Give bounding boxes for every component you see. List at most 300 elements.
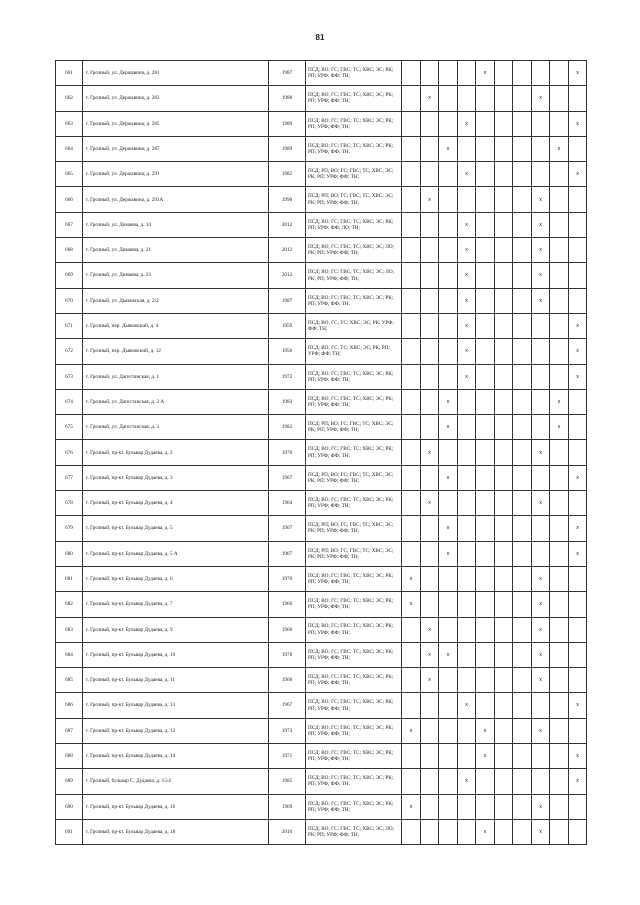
period-mark-cell	[421, 541, 439, 566]
period-mark-cell	[513, 86, 532, 111]
period-mark-cell	[458, 465, 476, 490]
engineering-systems-cell: ПСД; ВО; ГС; ГВС; ТС; ХВС; ЭС; ЛО; РК; РП; УРФ; ФФ; ТН;	[306, 263, 402, 288]
period-mark-cell	[513, 364, 532, 389]
period-mark-cell	[550, 162, 569, 187]
period-mark-cell	[532, 769, 550, 794]
period-mark-cell	[550, 642, 569, 667]
address-cell: г. Грозный, ул. Державина, д. 291А	[83, 187, 269, 212]
engineering-systems-cell: ПСД; ВО; ГС; ГВС; ТС; ХВС; ЭС; РК; РП; УРФ; ФФ; ТН;	[306, 389, 402, 414]
row-number-cell: 687	[56, 718, 83, 743]
period-mark-cell	[532, 136, 550, 161]
engineering-systems-cell: ПСД; ВО; ГС; ГВС; ТС; ХВС; ЭС; РК; РП; УРФ; ФФ; ТН;	[306, 744, 402, 769]
period-mark-cell	[421, 592, 439, 617]
engineering-systems-cell: ПСД; ВО; ГС; ГВС; ТС; ХВС; ЭС; ЛО; РК; РП; УРФ; ФФ; ТН;	[306, 238, 402, 263]
period-mark-cell	[513, 111, 532, 136]
address-cell: г. Грозный, пр-кт. Бульвар Дудаева, д. 2	[83, 440, 269, 465]
table-row	[56, 187, 587, 212]
period-mark-cell	[476, 263, 495, 288]
period-mark-cell	[513, 187, 532, 212]
period-mark-cell: x	[421, 642, 439, 667]
period-mark-cell	[421, 566, 439, 591]
period-mark-cell: x	[532, 642, 550, 667]
build-year-cell: 1989	[269, 136, 306, 161]
table-row	[56, 566, 587, 591]
period-mark-cell	[513, 61, 532, 86]
address-cell: г. Грозный, пр-кт. Бульвар Дудаева, д. 5 А	[83, 541, 269, 566]
address-cell: г. Грозный, пр-кт. Бульвар Дудаева, д. 7	[83, 592, 269, 617]
build-year-cell: 2012	[269, 238, 306, 263]
period-mark-cell	[513, 617, 532, 642]
period-mark-cell	[458, 718, 476, 743]
period-mark-cell: x	[476, 61, 495, 86]
period-mark-cell	[439, 212, 458, 237]
period-mark-cell	[421, 111, 439, 136]
period-mark-cell: x	[458, 364, 476, 389]
period-mark-cell	[439, 693, 458, 718]
period-mark-cell	[402, 693, 421, 718]
row-number-cell: 666	[56, 187, 83, 212]
period-mark-cell: x	[532, 718, 550, 743]
table-row	[56, 693, 587, 718]
address-cell: г. Грозный, пр-кт. Бульвар Дудаева, д. 4	[83, 491, 269, 516]
period-mark-cell	[476, 86, 495, 111]
period-mark-cell	[550, 339, 569, 364]
period-mark-cell	[495, 364, 513, 389]
engineering-systems-cell: ПСД; ВО; ГС; ТС; ХВС; ЭС; РК; УРФ; ФФ; ТН;	[306, 313, 402, 338]
period-mark-cell: x	[439, 516, 458, 541]
period-mark-cell: x	[569, 541, 587, 566]
build-year-cell: 1967	[269, 465, 306, 490]
address-cell: г. Грозный, пр-кт. Бульвар Дудаева, д. 13	[83, 693, 269, 718]
period-mark-cell: x	[550, 415, 569, 440]
period-mark-cell	[458, 187, 476, 212]
period-mark-cell	[495, 339, 513, 364]
period-mark-cell	[439, 769, 458, 794]
table-row	[56, 794, 587, 819]
engineering-systems-cell: ПСД; ВО; ГС; ГВС; ТС; ХВС; ЭС; РК; РП; УРФ; ФФ; ТН;	[306, 668, 402, 693]
period-mark-cell	[402, 617, 421, 642]
engineering-systems-cell: ПСД; ВО; ГС; ГВС; ТС; ХВС; ЭС; РК; РП; УРФ; ФФ; ТН;	[306, 491, 402, 516]
period-mark-cell	[513, 744, 532, 769]
period-mark-cell	[495, 288, 513, 313]
row-number-cell: 675	[56, 415, 83, 440]
period-mark-cell: x	[421, 668, 439, 693]
build-year-cell: 1985	[269, 769, 306, 794]
period-mark-cell	[439, 238, 458, 263]
period-mark-cell	[439, 440, 458, 465]
period-mark-cell	[532, 541, 550, 566]
period-mark-cell	[458, 642, 476, 667]
period-mark-cell	[421, 238, 439, 263]
period-mark-cell	[532, 313, 550, 338]
period-mark-cell: x	[532, 794, 550, 819]
period-mark-cell	[439, 339, 458, 364]
period-mark-cell	[476, 516, 495, 541]
period-mark-cell	[532, 339, 550, 364]
table-row	[56, 516, 587, 541]
engineering-systems-cell: ПСД; ВО; ГС; ГВС; ТС; ХВС; ЭС; РК; РП; УРФ; ФФ; ТН;	[306, 61, 402, 86]
period-mark-cell	[513, 592, 532, 617]
period-mark-cell	[402, 339, 421, 364]
period-mark-cell	[476, 693, 495, 718]
period-mark-cell	[476, 668, 495, 693]
period-mark-cell	[476, 136, 495, 161]
period-mark-cell	[476, 566, 495, 591]
period-mark-cell	[421, 263, 439, 288]
period-mark-cell	[532, 111, 550, 136]
period-mark-cell	[513, 440, 532, 465]
engineering-systems-cell: ПСД; ВО; ГС; ГВС; ТС; ХВС; ЭС; РК; РП; УРФ; ФФ; ТН;	[306, 693, 402, 718]
period-mark-cell	[402, 263, 421, 288]
build-year-cell: 1983	[269, 389, 306, 414]
period-mark-cell	[421, 516, 439, 541]
table-row	[56, 642, 587, 667]
period-mark-cell	[495, 668, 513, 693]
period-mark-cell: x	[458, 212, 476, 237]
period-mark-cell	[550, 693, 569, 718]
period-mark-cell	[421, 693, 439, 718]
period-mark-cell	[495, 617, 513, 642]
period-mark-cell	[513, 339, 532, 364]
address-cell: г. Грозный, пр-кт. Бульвар Дудаева, д. 18	[83, 819, 269, 844]
engineering-systems-cell: ПСД; РП; ВО; ГС; ГВС; ТС; ХВС; ЭС; РК; РП; УРФ; ФФ; ТН;	[306, 187, 402, 212]
period-mark-cell	[458, 136, 476, 161]
row-number-cell: 682	[56, 592, 83, 617]
period-mark-cell	[569, 491, 587, 516]
period-mark-cell	[439, 313, 458, 338]
period-mark-cell	[476, 339, 495, 364]
period-mark-cell	[495, 642, 513, 667]
period-mark-cell	[495, 566, 513, 591]
period-mark-cell	[439, 819, 458, 844]
period-mark-cell	[495, 263, 513, 288]
period-mark-cell	[532, 389, 550, 414]
table-row	[56, 744, 587, 769]
period-mark-cell	[439, 592, 458, 617]
row-number-cell: 680	[56, 541, 83, 566]
period-mark-cell	[402, 238, 421, 263]
period-mark-cell: x	[532, 566, 550, 591]
period-mark-cell: x	[402, 718, 421, 743]
period-mark-cell	[569, 668, 587, 693]
row-number-cell: 669	[56, 263, 83, 288]
period-mark-cell: x	[476, 819, 495, 844]
period-mark-cell	[532, 744, 550, 769]
period-mark-cell	[476, 617, 495, 642]
period-mark-cell	[495, 769, 513, 794]
period-mark-cell	[569, 187, 587, 212]
engineering-systems-cell: ПСД; ВО; ГС; ГВС; ТС; ХВС; ЭС; РК; РП; УРФ; ФФ; ТН;	[306, 86, 402, 111]
period-mark-cell	[532, 61, 550, 86]
period-mark-cell	[402, 744, 421, 769]
period-mark-cell	[476, 364, 495, 389]
period-mark-cell	[421, 794, 439, 819]
period-mark-cell: x	[458, 313, 476, 338]
build-year-cell: 1967	[269, 693, 306, 718]
period-mark-cell	[495, 415, 513, 440]
build-year-cell: 1969	[269, 794, 306, 819]
period-mark-cell: x	[458, 238, 476, 263]
period-mark-cell	[495, 162, 513, 187]
table-row	[56, 61, 587, 86]
build-year-cell: 1966	[269, 668, 306, 693]
period-mark-cell	[421, 744, 439, 769]
period-mark-cell	[569, 238, 587, 263]
build-year-cell: 2010	[269, 819, 306, 844]
period-mark-cell	[550, 238, 569, 263]
period-mark-cell	[513, 136, 532, 161]
row-number-cell: 688	[56, 744, 83, 769]
period-mark-cell	[495, 516, 513, 541]
period-mark-cell	[421, 718, 439, 743]
period-mark-cell	[532, 364, 550, 389]
period-mark-cell	[550, 111, 569, 136]
period-mark-cell	[495, 111, 513, 136]
period-mark-cell	[513, 668, 532, 693]
period-mark-cell	[402, 516, 421, 541]
engineering-systems-cell: ПСД; ВО; ГС; ГВС; ТС; ХВС; ЭС; ЛО; РК; РП; УРФ; ФФ; ТН;	[306, 819, 402, 844]
period-mark-cell: x	[421, 491, 439, 516]
period-mark-cell: x	[550, 136, 569, 161]
table-row	[56, 491, 587, 516]
period-mark-cell	[569, 794, 587, 819]
build-year-cell: 1971	[269, 744, 306, 769]
period-mark-cell	[421, 465, 439, 490]
period-mark-cell: x	[458, 162, 476, 187]
period-mark-cell	[421, 364, 439, 389]
period-mark-cell	[495, 136, 513, 161]
period-mark-cell	[402, 187, 421, 212]
build-year-cell: 1987	[269, 61, 306, 86]
period-mark-cell	[513, 819, 532, 844]
period-mark-cell	[402, 541, 421, 566]
row-number-cell: 679	[56, 516, 83, 541]
period-mark-cell	[421, 819, 439, 844]
engineering-systems-cell: ПСД; ВО; ГС; ГВС; ТС; ХВС; ЭС; РК; РП; УРФ; ФФ; ТН;	[306, 592, 402, 617]
period-mark-cell: x	[421, 440, 439, 465]
period-mark-cell	[532, 162, 550, 187]
build-year-cell: 2012	[269, 212, 306, 237]
period-mark-cell	[569, 415, 587, 440]
build-year-cell: 1966	[269, 617, 306, 642]
address-cell: г. Грозный, ул. Державина, д. 283	[83, 86, 269, 111]
period-mark-cell	[513, 491, 532, 516]
period-mark-cell	[569, 592, 587, 617]
period-mark-cell	[439, 61, 458, 86]
period-mark-cell	[402, 111, 421, 136]
row-number-cell: 671	[56, 313, 83, 338]
table-row	[56, 415, 587, 440]
period-mark-cell: x	[476, 718, 495, 743]
address-cell: г. Грозный, бульвар С. Дудаева, д. 15/4	[83, 769, 269, 794]
table-row	[56, 389, 587, 414]
period-mark-cell	[458, 794, 476, 819]
engineering-systems-cell: ПСД; ВО; ГС; ГВС; ТС; ХВС; ЭС; РК; РП; УРФ; ФФ; ТН;	[306, 566, 402, 591]
period-mark-cell: x	[532, 592, 550, 617]
period-mark-cell	[513, 288, 532, 313]
period-mark-cell: x	[402, 566, 421, 591]
build-year-cell: 1956	[269, 339, 306, 364]
address-cell: г. Грозный, ул. Дьяковская, д. 2/2	[83, 288, 269, 313]
period-mark-cell: x	[569, 465, 587, 490]
build-year-cell: 1988	[269, 86, 306, 111]
address-cell: г. Грозный, ул. Дагестанская, д. 3	[83, 415, 269, 440]
build-year-cell: 1959	[269, 313, 306, 338]
build-year-cell: 1982	[269, 162, 306, 187]
period-mark-cell	[402, 288, 421, 313]
period-mark-cell	[495, 794, 513, 819]
period-mark-cell	[495, 718, 513, 743]
period-mark-cell	[439, 187, 458, 212]
row-number-cell: 667	[56, 212, 83, 237]
build-year-cell: 1972	[269, 364, 306, 389]
period-mark-cell: x	[569, 769, 587, 794]
period-mark-cell: x	[439, 642, 458, 667]
period-mark-cell	[439, 288, 458, 313]
period-mark-cell	[439, 566, 458, 591]
engineering-systems-cell: ПСД; РП; ВО; ГС; ГВС; ТС; ХВС; ЭС; РК; РП; УРФ; ФФ; ТН;	[306, 465, 402, 490]
engineering-systems-cell: ПСД; ВО; ГС; ГВС; ТС; ХВС; ЭС; РК; РП; УРФ; ФФ; ТН;	[306, 642, 402, 667]
engineering-systems-cell: ПСД; ВО; ГС; ТС; ХВС; ЭС; РК; РП; УРФ; ФФ; ТН;	[306, 339, 402, 364]
period-mark-cell	[550, 668, 569, 693]
address-cell: г. Грозный, пр-кт. Бульвар Дудаева, д. 11	[83, 668, 269, 693]
period-mark-cell	[495, 819, 513, 844]
period-mark-cell	[458, 389, 476, 414]
address-cell: г. Грозный, пр-кт. Бульвар Дудаева, д. 9	[83, 617, 269, 642]
row-number-cell: 673	[56, 364, 83, 389]
engineering-systems-cell: ПСД; ВО; ГС; ГВС; ТС; ХВС; ЭС; РК; РП; УРФ; ФФ; ТН;	[306, 364, 402, 389]
table-row	[56, 238, 587, 263]
period-mark-cell	[569, 440, 587, 465]
period-mark-cell	[458, 61, 476, 86]
period-mark-cell	[569, 617, 587, 642]
period-mark-cell	[550, 541, 569, 566]
row-number-cell: 663	[56, 111, 83, 136]
period-mark-cell	[402, 819, 421, 844]
period-mark-cell	[439, 718, 458, 743]
period-mark-cell: x	[532, 617, 550, 642]
period-mark-cell	[495, 61, 513, 86]
period-mark-cell	[476, 212, 495, 237]
period-mark-cell: x	[532, 187, 550, 212]
period-mark-cell	[532, 516, 550, 541]
period-mark-cell	[532, 465, 550, 490]
table-row	[56, 162, 587, 187]
period-mark-cell	[550, 440, 569, 465]
period-mark-cell	[421, 769, 439, 794]
row-number-cell: 670	[56, 288, 83, 313]
build-year-cell: 2012	[269, 263, 306, 288]
table-row	[56, 718, 587, 743]
row-number-cell: 665	[56, 162, 83, 187]
table-row	[56, 769, 587, 794]
period-mark-cell	[458, 86, 476, 111]
period-mark-cell	[550, 819, 569, 844]
period-mark-cell	[439, 668, 458, 693]
period-mark-cell	[476, 111, 495, 136]
address-cell: г. Грозный, пр-кт. Бульвар Дудаева, д. 16	[83, 794, 269, 819]
period-mark-cell	[513, 263, 532, 288]
build-year-cell: 1978	[269, 642, 306, 667]
period-mark-cell: x	[569, 364, 587, 389]
period-mark-cell	[513, 718, 532, 743]
period-mark-cell	[550, 566, 569, 591]
table-row	[56, 288, 587, 313]
period-mark-cell: x	[569, 61, 587, 86]
period-mark-cell	[569, 288, 587, 313]
period-mark-cell	[458, 592, 476, 617]
period-mark-cell: x	[532, 212, 550, 237]
period-mark-cell	[476, 389, 495, 414]
row-number-cell: 661	[56, 61, 83, 86]
engineering-systems-cell: ПСД; ВО; ГС; ГВС; ТС; ХВС; ЭС; РК; РП; УРФ; ФФ; ТН;	[306, 617, 402, 642]
period-mark-cell	[495, 440, 513, 465]
period-mark-cell: x	[439, 136, 458, 161]
period-mark-cell	[532, 693, 550, 718]
address-cell: г. Грозный, пер. Дьяковский, д. 12	[83, 339, 269, 364]
period-mark-cell	[495, 465, 513, 490]
period-mark-cell: x	[569, 313, 587, 338]
period-mark-cell	[550, 313, 569, 338]
period-mark-cell: x	[439, 541, 458, 566]
period-mark-cell	[476, 288, 495, 313]
address-cell: г. Грозный, пр-кт. Бульвар Дудаева, д. 3	[83, 465, 269, 490]
period-mark-cell	[550, 288, 569, 313]
build-year-cell: 1966	[269, 592, 306, 617]
period-mark-cell	[495, 313, 513, 338]
period-mark-cell: x	[421, 86, 439, 111]
period-mark-cell: x	[402, 794, 421, 819]
period-mark-cell	[513, 212, 532, 237]
period-mark-cell	[402, 769, 421, 794]
table-row	[56, 592, 587, 617]
period-mark-cell	[458, 440, 476, 465]
period-mark-cell	[495, 592, 513, 617]
period-mark-cell	[439, 162, 458, 187]
period-mark-cell	[550, 516, 569, 541]
table-row	[56, 364, 587, 389]
period-mark-cell	[569, 136, 587, 161]
period-mark-cell	[421, 288, 439, 313]
period-mark-cell	[476, 313, 495, 338]
address-cell: г. Грозный, пр-кт. Бульвар Дудаева, д. 14	[83, 744, 269, 769]
period-mark-cell: x	[421, 617, 439, 642]
address-cell: г. Грозный, ул. Дагестанская, д. 1	[83, 364, 269, 389]
period-mark-cell	[550, 364, 569, 389]
address-cell: г. Грозный, пр-кт. Бульвар Дудаева, д. 6	[83, 566, 269, 591]
period-mark-cell: x	[458, 339, 476, 364]
period-mark-cell	[458, 617, 476, 642]
period-mark-cell: x	[439, 465, 458, 490]
address-cell: г. Грозный, ул. Димаева, д. 23	[83, 263, 269, 288]
period-mark-cell	[402, 440, 421, 465]
engineering-systems-cell: ПСД; ВО; ГС; ГВС; ТС; ХВС; ЭС; РК; РП; УРФ; ФФ; ТН;	[306, 136, 402, 161]
period-mark-cell	[439, 263, 458, 288]
period-mark-cell: x	[569, 693, 587, 718]
period-mark-cell	[402, 212, 421, 237]
period-mark-cell	[476, 541, 495, 566]
period-mark-cell	[402, 61, 421, 86]
period-mark-cell	[550, 794, 569, 819]
period-mark-cell	[550, 491, 569, 516]
row-number-cell: 683	[56, 617, 83, 642]
period-mark-cell	[402, 642, 421, 667]
table-body	[56, 61, 587, 845]
period-mark-cell	[513, 769, 532, 794]
period-mark-cell	[513, 415, 532, 440]
period-mark-cell	[550, 769, 569, 794]
address-cell: г. Грозный, пер. Дьяковский, д. 4	[83, 313, 269, 338]
